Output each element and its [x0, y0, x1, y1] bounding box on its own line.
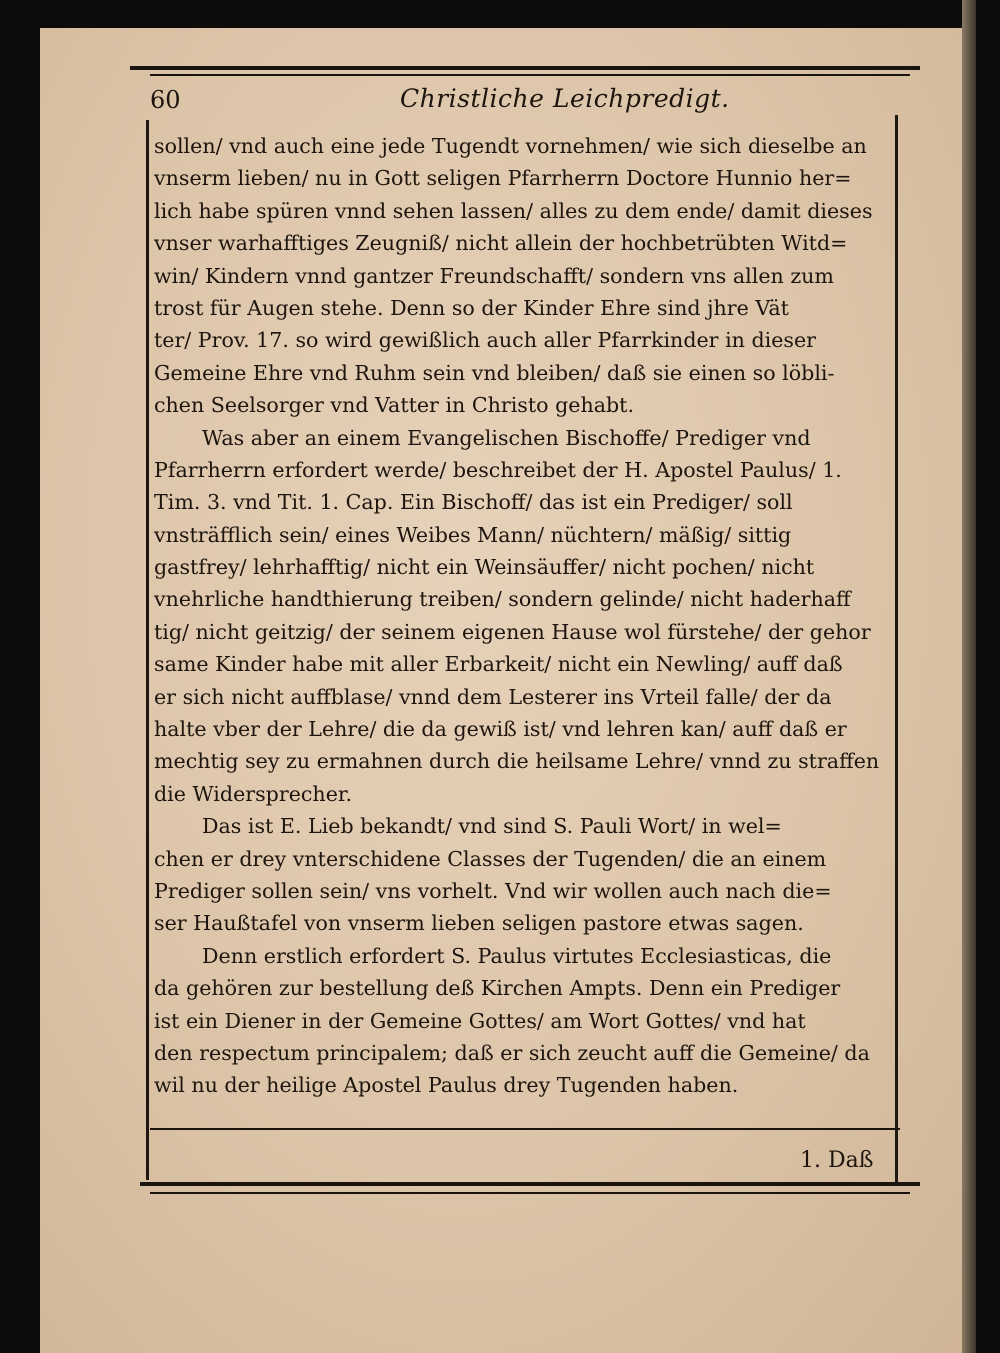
text-line: chen Seelsorger vnd Vatter in Christo gehabt.	[154, 393, 635, 418]
text-line: vnehrliche handthierung treiben/ sondern gelinde/ nicht haderhaff	[154, 587, 851, 612]
bottom-border-rule-thick	[140, 1182, 920, 1186]
text-line: ser Haußtafel von vnserm lieben seligen pastore etwas sagen.	[154, 911, 804, 936]
frame-left-rule	[146, 120, 149, 1180]
text-line: Denn erstlich erfordert S. Paulus virtutes Ecclesiasticas, die	[202, 943, 832, 968]
text-line: vnsträfflich sein/ eines Weibes Mann/ nüchtern/ mäßig/ sittig	[154, 522, 792, 547]
running-head: Christliche Leichpredigt.	[400, 84, 730, 113]
text-line: den respectum principalem; daß er sich zeucht auff die Gemeine/ da	[154, 1040, 870, 1065]
text-line: halte vber der Lehre/ die da gewiß ist/ vnd lehren kan/ auff daß er	[154, 717, 847, 742]
text-line: da gehören zur bestellung deß Kirchen Ampts. Denn ein Prediger	[154, 976, 841, 1001]
text-line: Tim. 3. vnd Tit. 1. Cap. Ein Bischoff/ das ist ein Prediger/ soll	[154, 490, 793, 515]
text-line: trost für Augen stehe. Denn so der Kinder Ehre sind jhre Vät	[154, 295, 789, 320]
text-line: ist ein Diener in der Gemeine Gottes/ am Wort Gottes/ vnd hat	[154, 1008, 806, 1033]
text-line: Gemeine Ehre vnd Ruhm sein vnd bleiben/ daß sie einen so löbli-	[154, 360, 835, 385]
text-line: Was aber an einem Evangelischen Bischoffe/ Prediger vnd	[202, 425, 811, 450]
text-line: Das ist E. Lieb bekandt/ vnd sind S. Pauli Wort/ in wel=	[202, 814, 782, 839]
body-text	[154, 130, 894, 1102]
text-line: sollen/ vnd auch eine jede Tugendt vornehmen/ wie sich dieselbe an	[154, 134, 867, 158]
text-line: vnserm lieben/ nu in Gott seligen Pfarrherrn Doctore Hunnio her=	[154, 166, 852, 191]
text-line: gastfrey/ lehrhafftig/ nicht ein Weinsäuffer/ nicht pochen/ nicht	[154, 555, 815, 580]
text-line: same Kinder habe mit aller Erbarkeit/ nicht ein Newling/ auff daß	[154, 652, 843, 677]
page-header	[150, 80, 895, 118]
bottom-border-rule	[150, 1128, 900, 1130]
text-line: vnser warhafftiges Zeugniß/ nicht allein der hochbetrübten Witd=	[154, 231, 848, 256]
top-border-rule-thin	[150, 74, 910, 76]
text-line: Pfarrherrn erfordert werde/ beschreibet der H. Apostel Paulus/ 1.	[154, 457, 842, 482]
frame-right-rule	[895, 115, 898, 1185]
bottom-border-rule-thin	[150, 1192, 910, 1194]
book-gutter-edge	[962, 0, 976, 1353]
page-number: 60	[150, 86, 181, 114]
top-border-rule	[130, 66, 920, 70]
text-line: ter/ Prov. 17. so wird gewißlich auch aller Pfarrkinder in dieser	[154, 328, 817, 353]
text-line: lich habe spüren vnnd sehen lassen/ alles zu dem ende/ damit dieses	[154, 198, 873, 223]
text-line: die Widersprecher.	[154, 781, 353, 806]
text-line: Prediger sollen sein/ vns vorhelt. Vnd wir wollen auch nach die=	[154, 878, 832, 903]
text-line: er sich nicht auffblase/ vnnd dem Lesterer ins Vrteil falle/ der da	[154, 684, 832, 709]
catchword: 1. Daß	[800, 1148, 874, 1173]
text-line: tig/ nicht geitzig/ der seinem eigenen Hause wol fürstehe/ der gehor	[154, 619, 871, 644]
text-line: chen er drey vnterschidene Classes der Tugenden/ die an einem	[154, 846, 827, 871]
text-line: wil nu der heilige Apostel Paulus drey Tugenden haben.	[154, 1073, 739, 1098]
text-line: win/ Kindern vnnd gantzer Freundschafft/ sondern vns allen zum	[154, 263, 834, 288]
text-line: mechtig sey zu ermahnen durch die heilsame Lehre/ vnnd zu straffen	[154, 749, 880, 774]
